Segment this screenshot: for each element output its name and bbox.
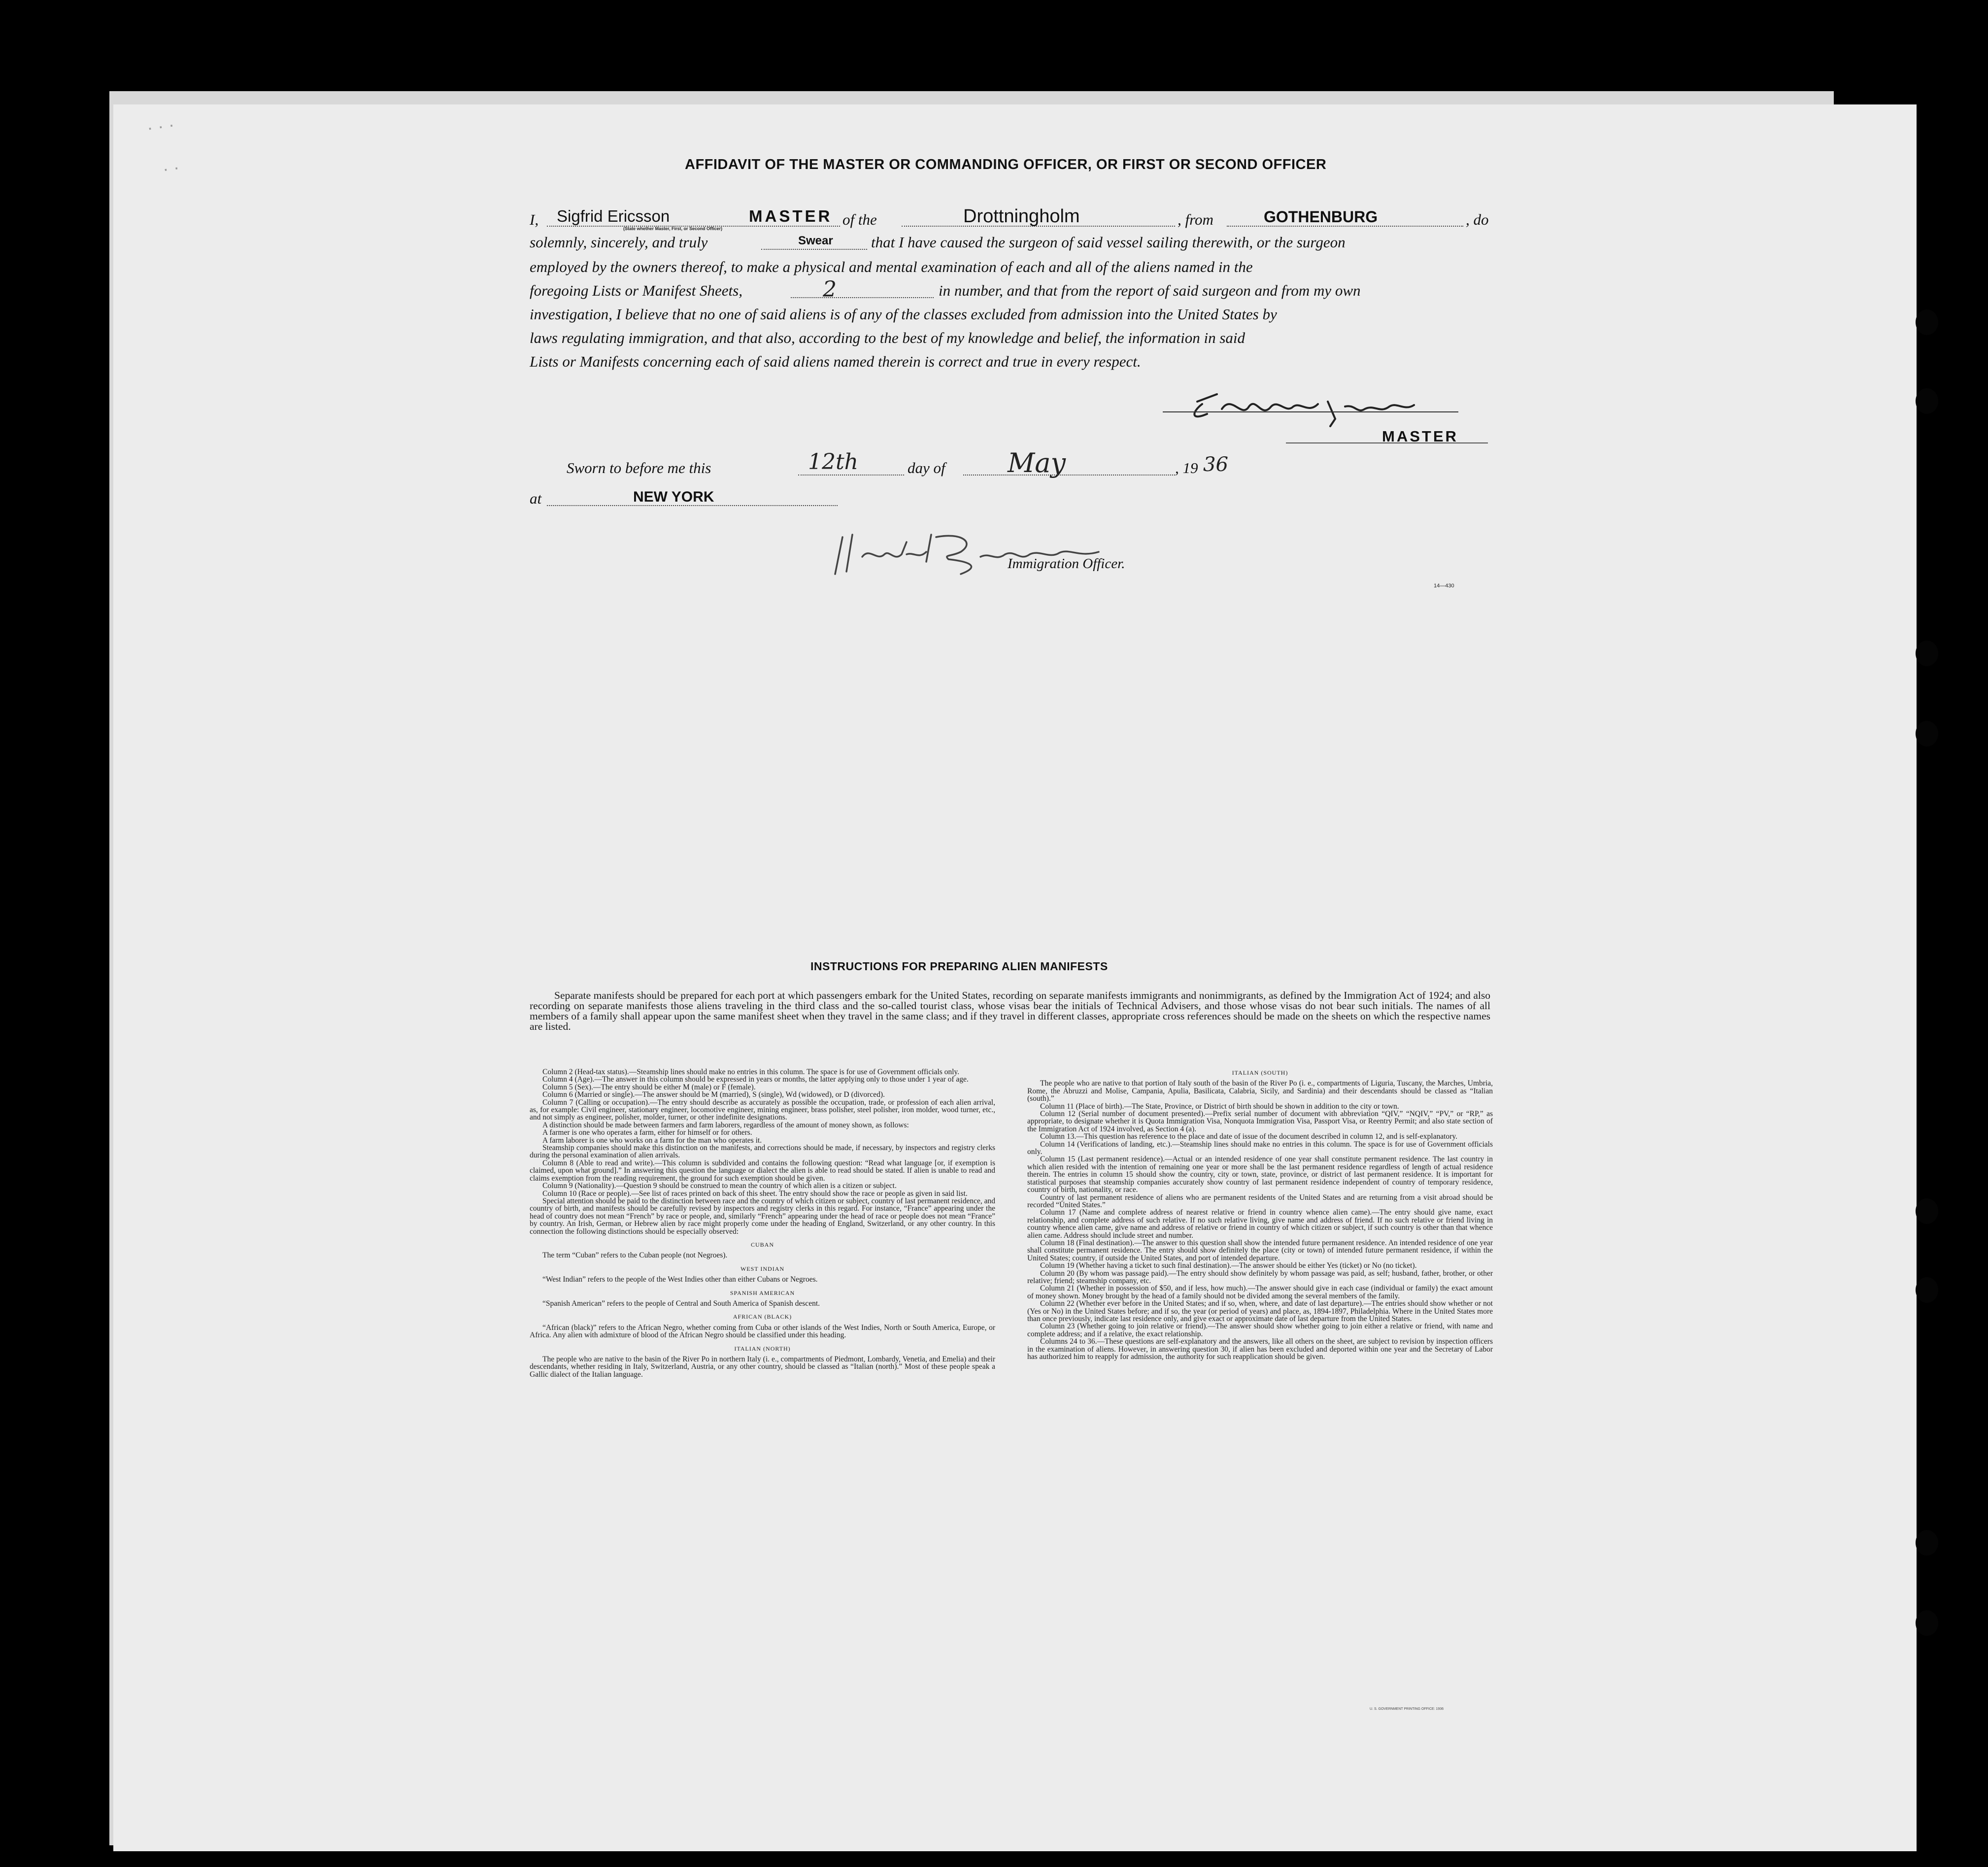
pencil-mark: · ·	[161, 156, 181, 179]
punch-hole	[1916, 1198, 1938, 1224]
instruction-paragraph: Column 6 (Married or single).—The answer should be M (married), S (single), Wd (widowed), or D (divorced).	[542, 1090, 885, 1099]
instruction-paragraph: “West Indian” refers to the people of the West Indies other than either Cubans or Negroes.	[542, 1275, 818, 1284]
oath-word: Swear	[798, 234, 833, 247]
vessel-name: Drottningholm	[963, 206, 1080, 227]
section-heading: ITALIAN (NORTH)	[734, 1345, 791, 1352]
sworn-year: 36	[1203, 453, 1228, 476]
instruction-paragraph: “African (black)” refers to the African Negro, whether coming from Cuba or other islands of the West Indies, North or South America, Europe, or Africa. Any alien with admixture of blood of the African Negro should be classified under this heading.	[530, 1323, 995, 1340]
of-the-label: of the	[842, 211, 877, 228]
punch-hole	[1916, 1530, 1938, 1556]
punch-hole	[1916, 721, 1938, 747]
instruction-paragraph: A farm laborer is one who works on a farm for the man who operates it.	[542, 1136, 762, 1145]
instruction-paragraph: Column 5 (Sex).—The entry should be either M (male) or F (female).	[542, 1083, 756, 1091]
instruction-paragraph: Column 8 (Able to read and write).—This column is subdivided and contains the following question: “Read what language [or, if exemption is claimed, upon what ground].” In answering this question the language or dialect the alien is able to read should be stated. If alien is unable to read and claims exemption from the reading requirement, the ground for such exemption should be given.	[530, 1158, 995, 1183]
sworn-label: Sworn to before me this	[567, 459, 711, 476]
instruction-paragraph: Column 19 (Whether having a ticket to such final destination).—The answer should be either Yes (ticket) or No (no ticket).	[1040, 1261, 1417, 1270]
instruction-paragraph: Columns 24 to 36.—These questions are self-explanatory and the answers, like all others on the sheet, are subject to revision by inspection officers in the examination of aliens. However, in answering question 30, if alien has been excluded and deported within one year and the Secretary of Labor has authorized him to reapply for admission, the authority for such reapplication should be given.	[1027, 1337, 1493, 1361]
instruction-paragraph: Special attention should be paid to the distinction between race and the country of which citizen or subject, country of last permanent residence, and country of birth, and manifests should be carefully revised by inspectors and registry clerks in this regard. For instance, “France” appearing under the head of country does not mean “French” by race or people, and, similarly “French” appearing under the head of race or people does not mean “France” by country. An Irish, German, or Hebrew alien by race might properly come under the heading of England, Switzerland, or any other country. In this connection the following distinctions should be especially observed:	[530, 1196, 995, 1236]
instruction-paragraph: Column 23 (Whether going to join relative or friend).—The answer should show whether going to join either a relative or friend, with name and complete address; and if a relative, the exact relationship.	[1027, 1322, 1493, 1338]
section-heading: AFRICAN (BLACK)	[733, 1313, 792, 1321]
instructions-left-column	[530, 1068, 995, 1378]
departure-port: GOTHENBURG	[1264, 208, 1378, 226]
rank-note: (State whether Master, First, or Second Officer)	[623, 226, 723, 231]
instruction-paragraph: Column 20 (By whom was passage paid).—The entry should show definitely by whom passage was paid, as self; husband, father, brother, or other relative; friend; steamship company, etc.	[1027, 1269, 1493, 1285]
affidavit-line-4b: in number, and that from the report of said surgeon and from my own	[939, 282, 1361, 299]
instruction-paragraph: Column 13.—This question has reference to the place and date of issue of the document described in column 12, and is self-explanatory.	[1040, 1132, 1457, 1141]
punch-hole	[1916, 641, 1938, 666]
instruction-paragraph: Column 17 (Name and complete address of nearest relative or friend in country whence alien came).—The entry should give name, exact relationship, and complete address of such relative. If no such relative living, give name and address of friend. If no such relative or friend living in country whence alien came, give name and address of relative or friend in country of which citizen or subject, if such country is other than that whence alien came. Address should include street and number.	[1027, 1208, 1493, 1240]
day-of-label: day of	[908, 459, 945, 476]
instruction-paragraph: A farmer is one who operates a farm, either for himself or for others.	[542, 1128, 752, 1137]
affidavit-line-2b: that I have caused the surgeon of said vessel sailing therewith, or the surgeon	[871, 234, 1346, 251]
instruction-paragraph: Column 7 (Calling or occupation).—The entry should describe as accurately as possible the occupation, trade, or profession of each alien arrival, as, for example: Civil engineer, stationary engineer, locomotive engineer, mining engineer, brass polisher, steel polisher, iron molder, wood turner, etc., and not simply as engineer, polisher, molder, turner, or other indefinite designations.	[530, 1098, 995, 1122]
from-label: , from	[1178, 211, 1213, 228]
instruction-paragraph: Column 21 (Whether in possession of $50, and if less, how much).—The answer should give in each case (individual or family) the exact amount of money shown. Money brought by the head of a family should not be divided among the several members of the family.	[1027, 1284, 1493, 1300]
immigration-officer-label: Immigration Officer.	[1008, 556, 1125, 572]
affidavit-line-2a: solemnly, sincerely, and truly	[530, 234, 708, 251]
instruction-paragraph: “Spanish American” refers to the people of Central and South America of Spanish descent.	[542, 1299, 820, 1308]
instruction-paragraph: A distinction should be made between farmers and farm laborers, regardless of the amount of money shown, as follows:	[542, 1120, 909, 1129]
signature-title: MASTER	[1382, 428, 1458, 445]
punch-hole	[1916, 388, 1938, 414]
instruction-paragraph: Column 10 (Race or people).—See list of races printed on back of this sheet. The entry should show the race or people as given in said list.	[542, 1189, 968, 1198]
affidavit-line-3: employed by the owners thereof, to make a physical and mental examination of each and all of the aliens named in the	[530, 258, 1253, 275]
master-signature	[1187, 384, 1444, 429]
instruction-paragraph: Country of last permanent residence of aliens who are permanent residents of the United States and are returning from a visit abroad should be recorded “United States.”	[1027, 1193, 1493, 1209]
instruction-paragraph: Column 9 (Nationality).—Question 9 should be construed to mean the country of which alien is a citizen or subject.	[542, 1182, 897, 1190]
pencil-mark: · · ·	[145, 114, 176, 138]
instruction-paragraph: Column 14 (Verifications of landing, etc.).—Steamship lines should make no entries in this column. The space is for use of Government officials only.	[1027, 1140, 1493, 1156]
affidavit-line-6: laws regulating immigration, and that also, according to the best of my knowledge and belief, the information in said	[530, 329, 1246, 346]
instruction-paragraph: Column 18 (Final destination).—The answer to this question shall show the intended future permanent residence. An intended residence of one year shall constitute permanent residence. The entry should show definitely the place (city or town) of intended future permanent residence, if within the United States; country, if outside the United States, and port of intended departure.	[1027, 1238, 1493, 1262]
sheet-count: 2	[823, 277, 837, 302]
section-heading: SPANISH AMERICAN	[730, 1289, 795, 1296]
pronoun-i: I,	[530, 211, 539, 228]
immigration-officer-signature	[833, 527, 1109, 581]
section-heading: ITALIAN (SOUTH)	[1232, 1069, 1288, 1076]
instructions-right-column	[1027, 1069, 1493, 1360]
sworn-month: May	[1008, 447, 1066, 478]
instruction-paragraph: Column 11 (Place of birth).—The State, Province, or District of birth should be shown in addition to the city or town.	[1040, 1102, 1399, 1111]
printer-imprint: U. S. GOVERNMENT PRINTING OFFICE: 1936	[1370, 1707, 1444, 1711]
instruction-paragraph: Column 15 (Last permanent residence).—Actual or an intended residence of one year shall constitute permanent residence. The last country in which alien resided with the intention of remaining one year or more shall be the last permanent residence regardless of length of actual residence therein. The entries in column 15 should show the country, city or town, state, province, or district of last permanent residence. It is important for statistical purposes that steamship companies accurately show country of last permanent residence independent of country of temporary residence, country of birth, nationality, or race.	[1027, 1155, 1493, 1194]
instruction-paragraph: Steamship companies should make this distinction on the manifests, and corrections should be made, if necessary, by inspectors and registry clerks during the personal examination of alien arrivals.	[530, 1144, 995, 1160]
sworn-place: NEW YORK	[633, 489, 714, 505]
affidavit-title: AFFIDAVIT OF THE MASTER OR COMMANDING OFFICER, OR FIRST OR SECOND OFFICER	[685, 157, 1327, 172]
at-label: at	[530, 490, 542, 507]
punch-hole	[1916, 309, 1938, 335]
instruction-paragraph: Column 2 (Head-tax status).—Steamship lines should make no entries in this column. The space is for use of Government officials only.	[542, 1068, 960, 1076]
affidavit-line-4a: foregoing Lists or Manifest Sheets,	[530, 282, 742, 299]
do-label: , do	[1466, 211, 1489, 228]
affidavit-line-7: Lists or Manifests concerning each of said aliens named therein is correct and true in every respect.	[530, 353, 1141, 370]
section-heading: WEST INDIAN	[740, 1265, 785, 1272]
affidavit-line-1	[530, 211, 539, 229]
instruction-paragraph: The people who are native to the basin of the River Po in northern Italy (i. e., compartments of Piedmont, Lombardy, Venetia, and Emelia) and their descendants, whether residing in Italy, Switzerland, Austria, or any other country, should be classed as “Italian (north).” Most of these people speak a Gallic dialect of the Italian language.	[530, 1355, 995, 1379]
instructions-title: INSTRUCTIONS FOR PREPARING ALIEN MANIFESTS	[810, 960, 1108, 973]
instruction-paragraph: Column 4 (Age).—The answer in this column should be expressed in years or months, the latter applying only to those under 1 year of age.	[542, 1075, 969, 1084]
section-heading: CUBAN	[750, 1241, 774, 1248]
punch-hole	[1916, 1277, 1938, 1303]
sheets-field-line	[791, 297, 934, 298]
instruction-paragraph: Column 12 (Serial number of document presented).—Prefix serial number of document with abbreviation “QIV,” “NQIV,” “PV,” or “RP,” as appropriate, to designate whether it is Quota Immigration Visa, Nonquota Immigration Visa, Passport Visa, or Reentry Permit; and also state section of the Immigration Act of 1924 involved, as Section 4 (a).	[1027, 1110, 1493, 1133]
instruction-paragraph: The people who are native to that portion of Italy south of the basin of the River Po (i. e., compartments of Liguria, Tuscany, the Marches, Umbria, Rome, the Abruzzi and Molise, Campania, Apulia, Basilicata, Calabria, Sicily, and Sardinia) and their descendants should be classed as “Italian (south).”	[1027, 1079, 1493, 1103]
instruction-paragraph: Column 22 (Whether ever before in the United States; and if so, when, where, and date of last departure).—The entries should show whether or not (Yes or No) in the United States before; and if so, the year (or period of years) and place, as, 1894-1897, Philadelphia. Where in the United States more than once previously, indicate last residence only, and give exact or approximate date of last departure from the United States.	[1027, 1299, 1493, 1323]
oath-field-line	[761, 249, 867, 250]
affidavit-line-5: investigation, I believe that no one of said aliens is of any of the classes excluded from admission into the United States by	[530, 306, 1277, 323]
form-number: 14—430	[1434, 583, 1454, 589]
officer-rank: MASTER	[749, 207, 833, 225]
punch-hole	[1916, 1610, 1938, 1636]
instructions-intro: Separate manifests should be prepared for each port at which passengers embark for the United States, recording on separate manifests immigrants and nonimmigrants, as defined by the Immigration Act of 1924; and also recording on separate manifests those aliens traveling in the third class and the so-called tourist class, whose visas bear the initials of Technical Advisers, and those whose visas do not bear such initials. The names of all members of a family shall appear upon the same manifest sheet when they travel in the same class; and if they travel in different classes, appropriate cross references should be made on the sheets on which the respective names are listed.	[530, 989, 1490, 1032]
master-name: Sigfrid Ericsson	[557, 207, 670, 225]
sworn-day: 12th	[808, 449, 859, 475]
instruction-paragraph: The term “Cuban” refers to the Cuban people (not Negroes).	[542, 1251, 728, 1260]
century-label: , 19	[1175, 459, 1198, 476]
signature-line	[1163, 411, 1458, 412]
